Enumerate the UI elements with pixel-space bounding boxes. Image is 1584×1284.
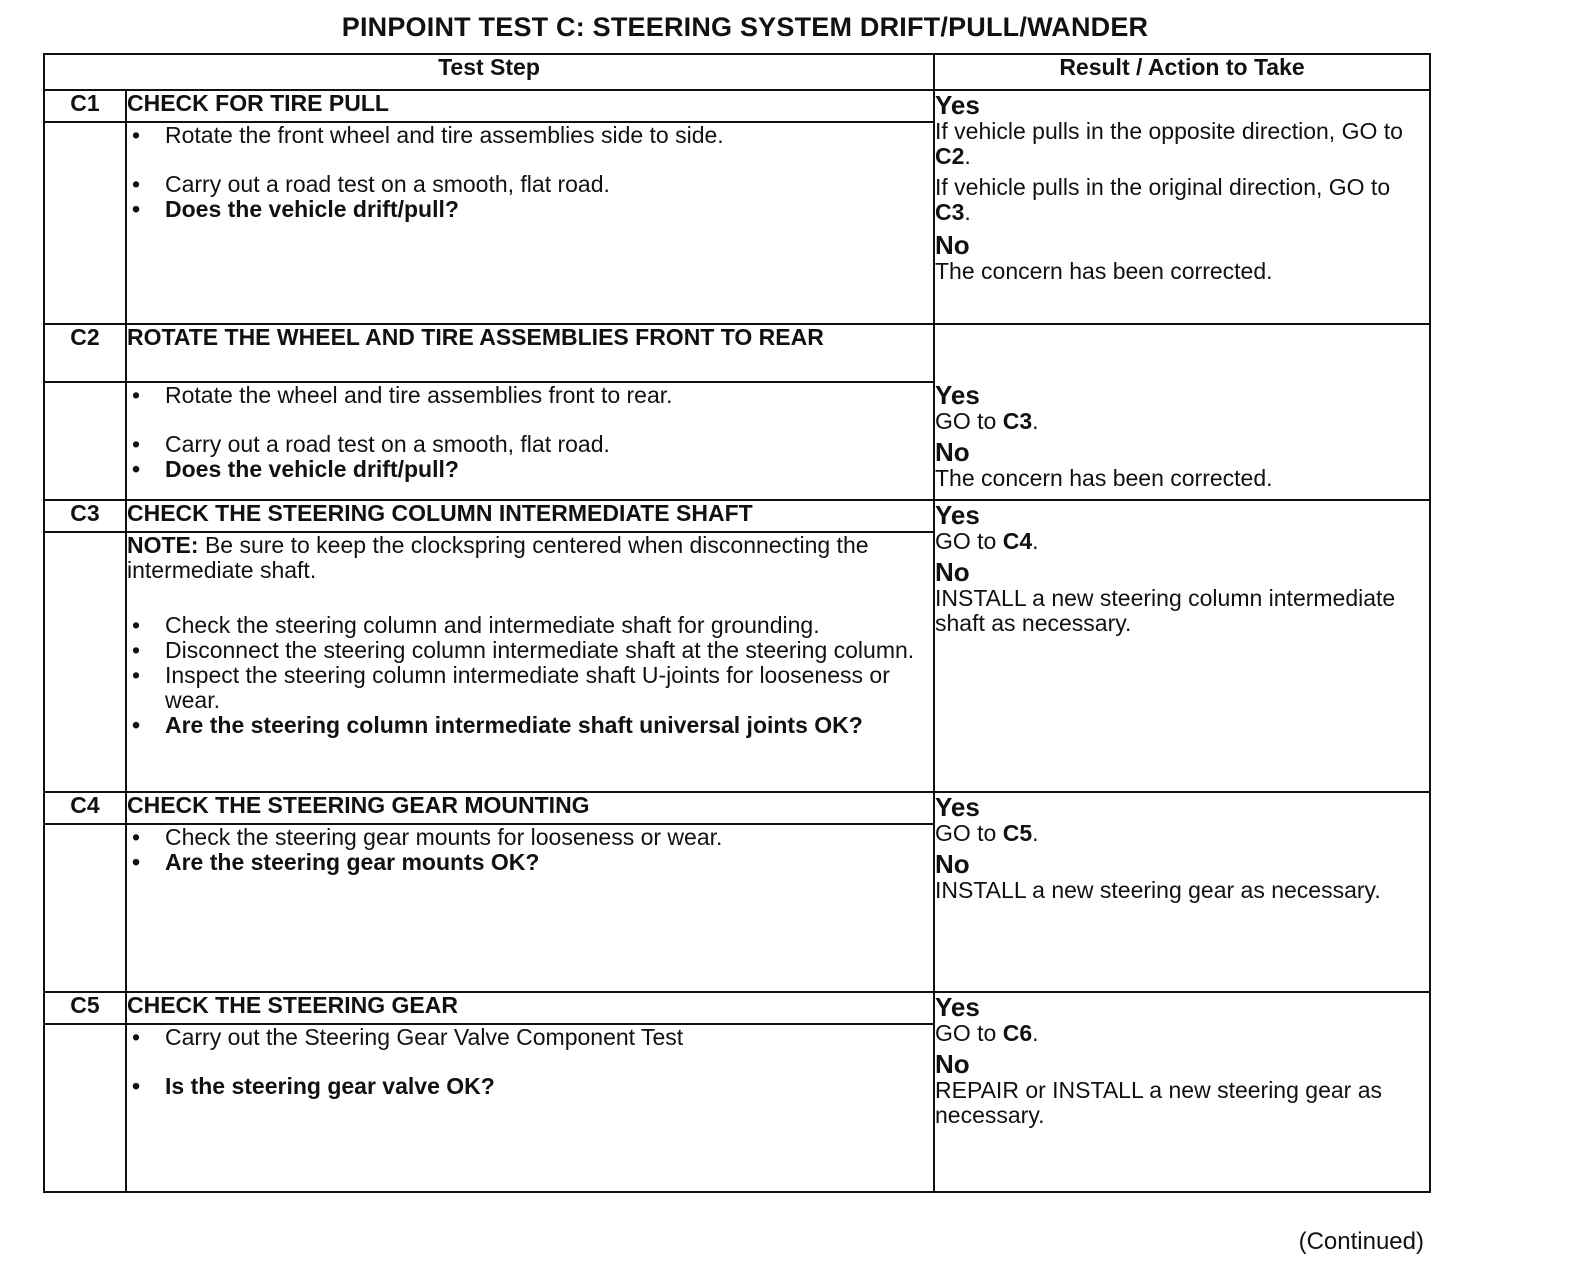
step-body (126, 824, 934, 992)
step-heading-row (44, 992, 1430, 1024)
step-id: C1 (44, 90, 126, 122)
list-item: • Disconnect the steering column intermediate shaft at the steering column. (127, 638, 933, 663)
no-action: INSTALL a new steering gear as necessary. (935, 877, 1381, 903)
step-result (934, 992, 1430, 1192)
step-result (934, 500, 1430, 792)
step-heading-row (44, 792, 1430, 824)
step-ref: C5 (1002, 820, 1033, 846)
step-result (934, 324, 1430, 500)
step-body (126, 532, 934, 792)
yes-label: Yes (935, 380, 980, 410)
pinpoint-test-table (43, 53, 1431, 1193)
step-body (126, 122, 934, 324)
step-heading: CHECK THE STEERING COLUMN INTERMEDIATE SHAFT (126, 500, 934, 532)
step-heading: ROTATE THE WHEEL AND TIRE ASSEMBLIES FRONT TO REAR (126, 324, 934, 382)
list-item: • Carry out the Steering Gear Valve Component Test (127, 1025, 933, 1050)
step-id: C5 (44, 992, 126, 1024)
test-step-header: Test Step (44, 54, 934, 90)
step-ref: C6 (1002, 1020, 1033, 1046)
step-heading-row (44, 324, 1430, 382)
list-item: • Are the steering column intermediate shaft universal joints OK? (127, 713, 933, 738)
yes-label: Yes (935, 500, 980, 530)
result-header: Result / Action to Take (934, 54, 1430, 90)
yes-action: If vehicle pulls in the opposite direction, GO to C2. If vehicle pulls in the original direction, GO to C3. (935, 118, 1403, 225)
step-id: C4 (44, 792, 126, 824)
yes-action: GO to C5. (935, 820, 1039, 846)
step-heading: CHECK FOR TIRE PULL (126, 90, 934, 122)
step-body (126, 1024, 934, 1192)
yes-label: Yes (935, 792, 980, 822)
step-result (934, 90, 1430, 324)
step-ref: C4 (1002, 528, 1033, 554)
no-label: No (935, 557, 970, 587)
no-label: No (935, 849, 970, 879)
list-item: • Check the steering column and intermediate shaft for grounding. (127, 613, 933, 638)
list-item: • Rotate the wheel and tire assemblies front to rear. (127, 383, 933, 408)
no-label: No (935, 230, 970, 260)
list-item: • Rotate the front wheel and tire assemblies side to side. (127, 123, 933, 148)
no-action: The concern has been corrected. (935, 465, 1273, 491)
list-item: • Carry out a road test on a smooth, flat road. (127, 172, 933, 197)
no-action: INSTALL a new steering column intermediate shaft as necessary. (935, 585, 1396, 636)
step-id: C2 (44, 324, 126, 382)
yes-label: Yes (935, 992, 980, 1022)
list-item: • Inspect the steering column intermediate shaft U-joints for looseness or wear. (127, 663, 933, 713)
no-action: REPAIR or INSTALL a new steering gear as necessary. (935, 1077, 1382, 1128)
step-id: C3 (44, 500, 126, 532)
step-ref: C2 (935, 143, 965, 169)
step-heading-row (44, 500, 1430, 532)
step-heading: CHECK THE STEERING GEAR (126, 992, 934, 1024)
no-label: No (935, 1049, 970, 1079)
list-item: • Are the steering gear mounts OK? (127, 850, 933, 875)
yes-action: GO to C4. (935, 528, 1039, 554)
list-item: • Is the steering gear valve OK? (127, 1074, 933, 1099)
no-label: No (935, 437, 970, 467)
list-item: • Does the vehicle drift/pull? (127, 197, 933, 222)
yes-action: GO to C6. (935, 1020, 1039, 1046)
continued-label: (Continued) (1298, 1228, 1424, 1255)
list-item: • Does the vehicle drift/pull? (127, 457, 933, 482)
step-result (934, 792, 1430, 992)
step-ref: C3 (1002, 408, 1033, 434)
step-body (126, 382, 934, 500)
step-heading-row (44, 90, 1430, 122)
note-text: Be sure to keep the clockspring centered when disconnecting the intermediate shaft. (127, 532, 869, 583)
yes-label: Yes (935, 90, 980, 120)
list-item: • Check the steering gear mounts for looseness or wear. (127, 825, 933, 850)
header-row (44, 54, 1430, 90)
note (127, 533, 933, 583)
note-label: NOTE: (127, 532, 199, 558)
no-action: The concern has been corrected. (935, 258, 1273, 284)
step-ref: C3 (935, 199, 965, 225)
step-heading: CHECK THE STEERING GEAR MOUNTING (126, 792, 934, 824)
list-item: • Carry out a road test on a smooth, flat road. (127, 432, 933, 457)
page-title: PINPOINT TEST C: STEERING SYSTEM DRIFT/PULL/WANDER (341, 12, 1149, 42)
yes-action: GO to C3. (935, 408, 1039, 434)
